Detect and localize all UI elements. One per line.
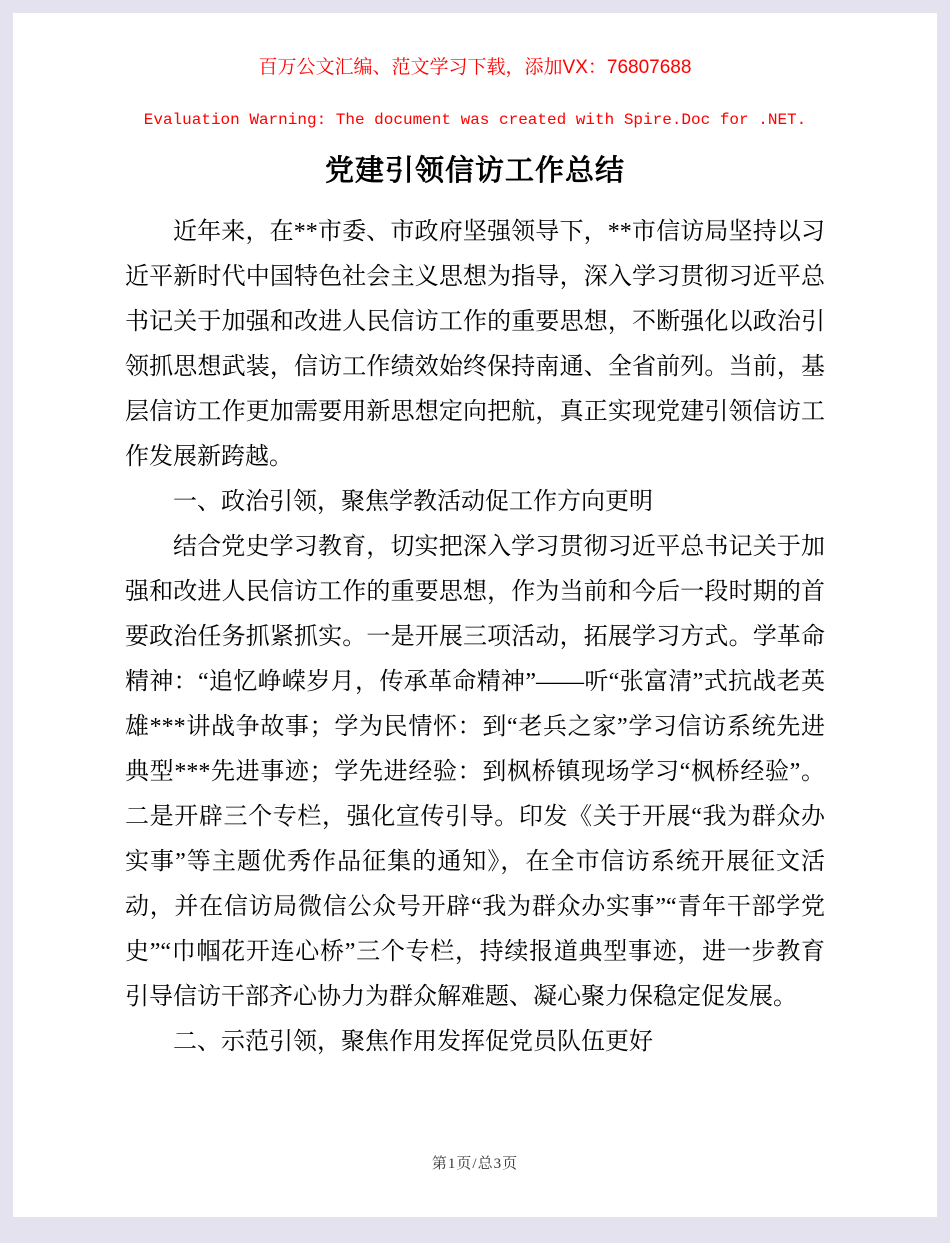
section-heading: 二、示范引领，聚焦作用发挥促党员队伍更好 <box>173 1029 653 1056</box>
page-number-indicator: 第1页/总3页 <box>431 1156 519 1172</box>
document-title: 党建引领信访工作总结 <box>324 155 625 187</box>
promo-notice: 百万公文汇编、范文学习下载，添加VX：76807688 <box>258 57 692 78</box>
body-paragraph: 近年来，在**市委、市政府坚强领导下，**市信访局坚持以习近平新时代中国特色社会主义思想为指导，深入学习贯彻习近平总书记关于加强和改进人民信访工作的重要思想，不断强化以政治引领抓思想武装，信访工作绩效始终保持南通、全省前列。当前，基层信访工作更加需要用新思想定向把航，真正实现党建引领信访工作发展新跨越。 <box>125 219 825 471</box>
evaluation-warning: Evaluation Warning: The document was created with Spire.Doc for .NET. <box>143 111 807 129</box>
body-paragraph: 结合党史学习教育，切实把深入学习贯彻习近平总书记关于加强和改进人民信访工作的重要思想，作为当前和今后一段时期的首要政治任务抓紧抓实。一是开展三项活动，拓展学习方式。学革命精神：“追忆峥嵘岁月，传承革命精神”——听“张富清”式抗战老英雄***讲战争故事；学为民情怀：到“老兵之家”学习信访系统先进典型***先进事迹；学先进经验：到枫桥镇现场学习“枫桥经验”。二是开辟三个专栏，强化宣传引导。印发《关于开展“我为群众办实事”等主题优秀作品征集的通知》，在全市信访系统开展征文活动，并在信访局微信公众号开辟“我为群众办实事”“青年干部学党史”“巾帼花开连心桥”三个专栏，持续报道典型事迹，进一步教育引导信访干部齐心协力为群众解难题、凝心聚力保稳定促发展。 <box>125 534 825 1011</box>
document-body <box>125 210 825 1065</box>
document-page <box>13 13 937 1217</box>
section-heading: 一、政治引领，聚焦学教活动促工作方向更明 <box>173 489 653 516</box>
page-footer <box>13 1152 937 1173</box>
